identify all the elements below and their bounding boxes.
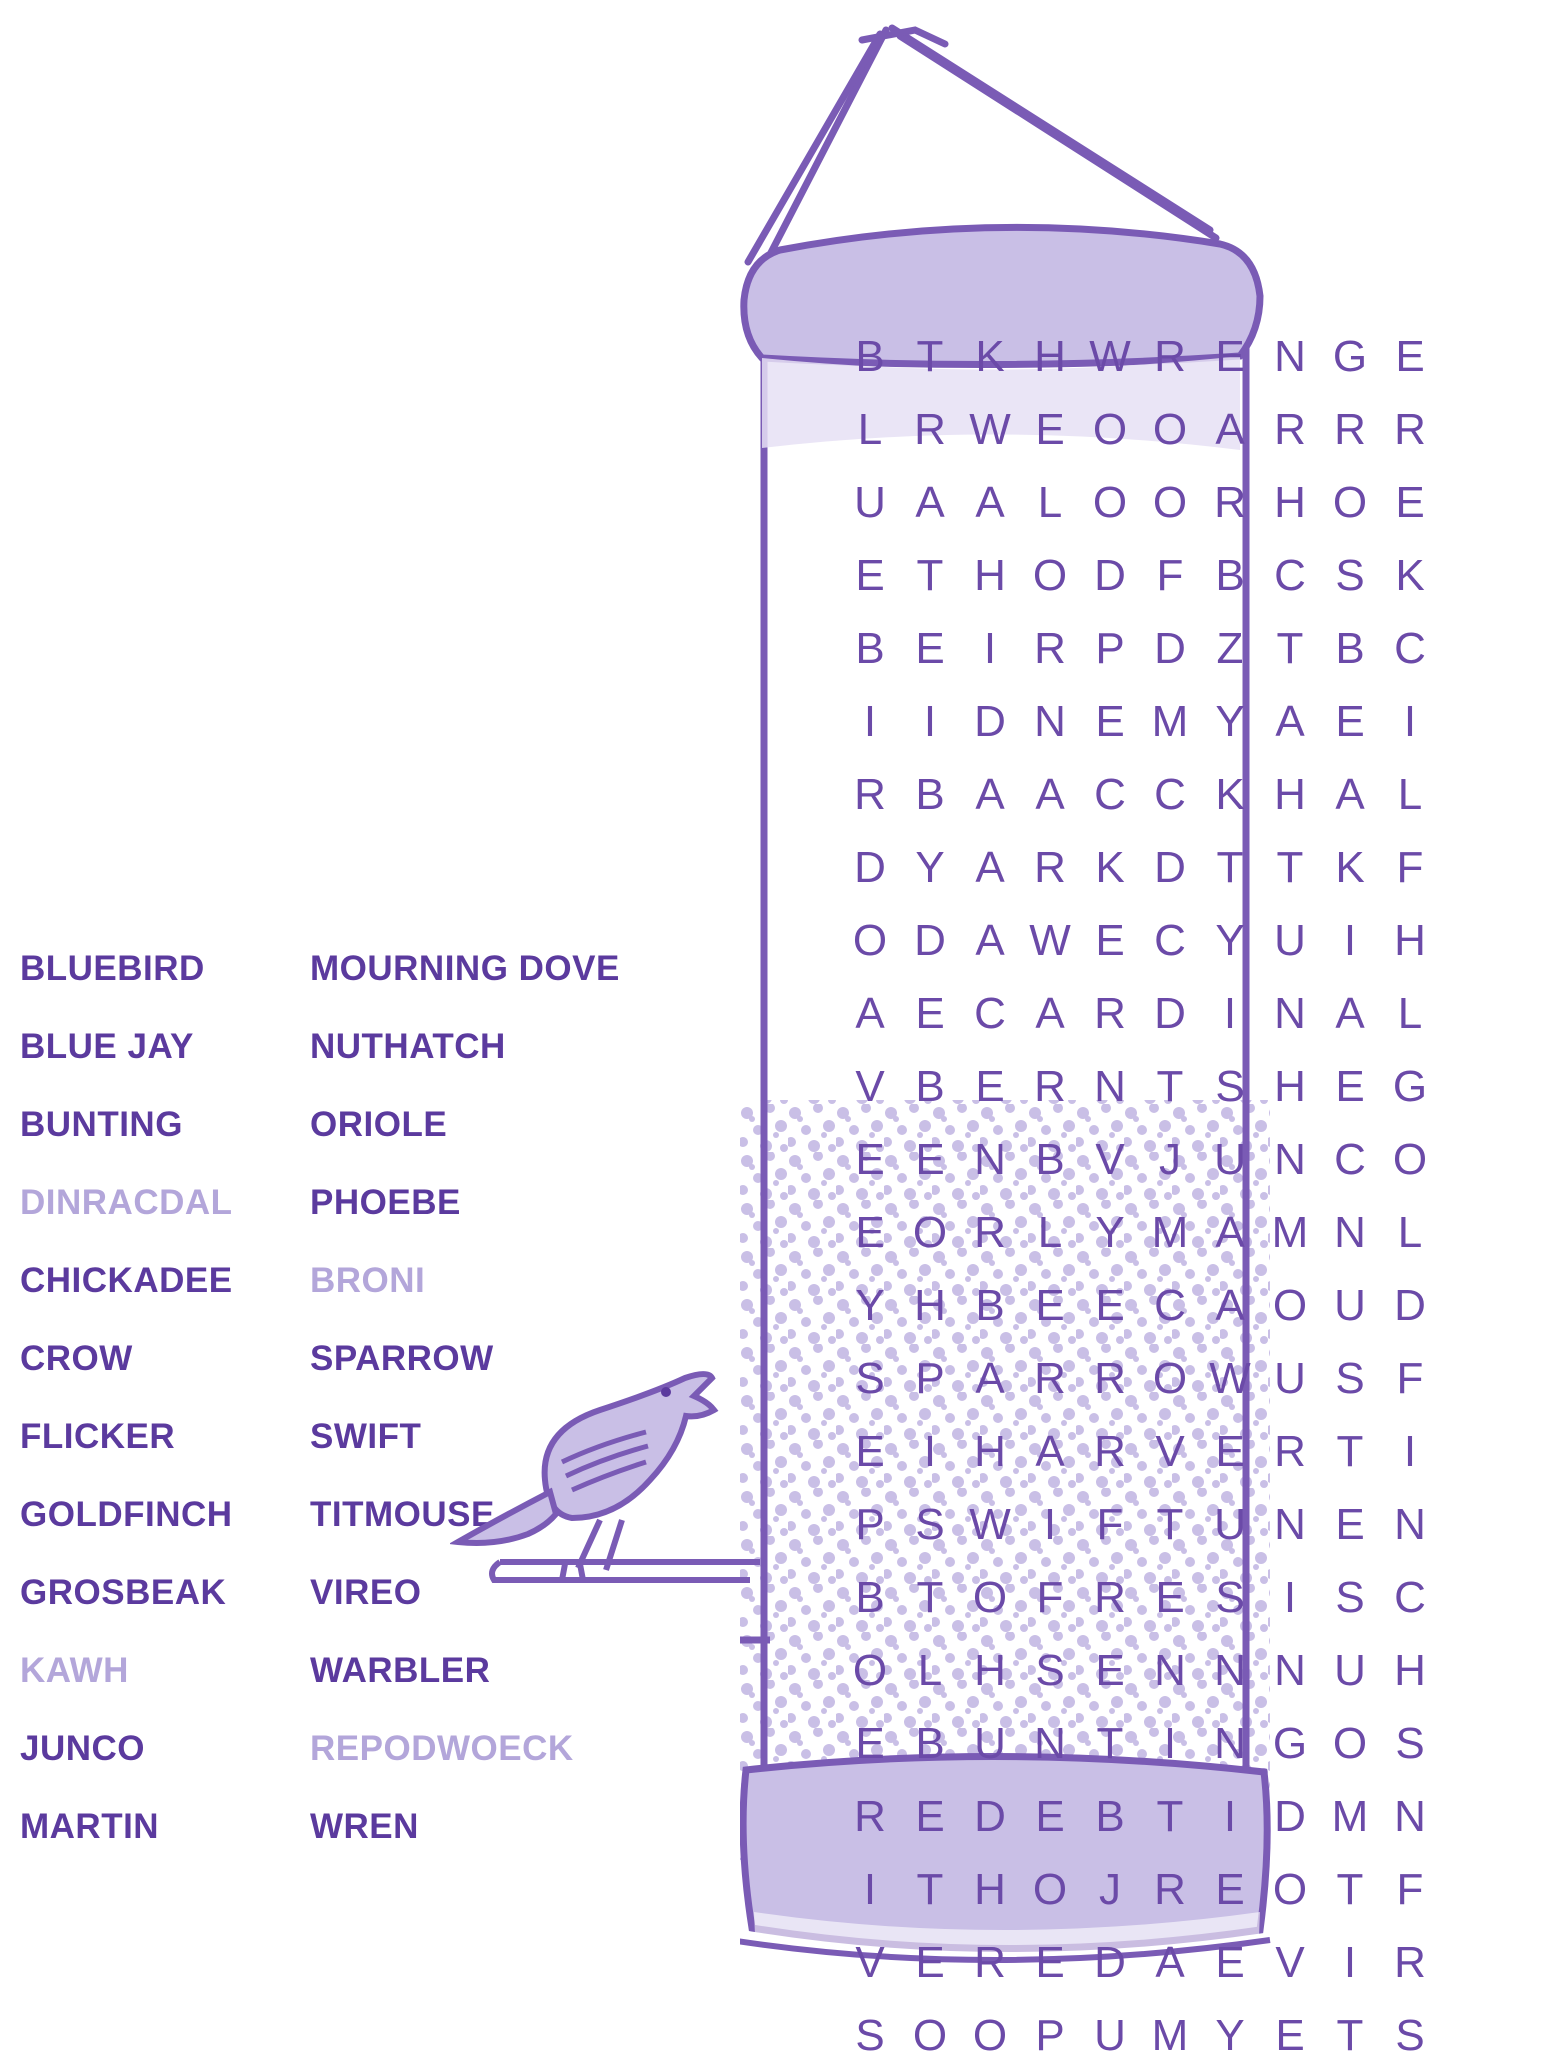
grid-cell[interactable]: E xyxy=(1035,1792,1065,1841)
grid-cell[interactable]: I xyxy=(1343,916,1357,965)
grid-cell[interactable]: R xyxy=(974,1938,1006,1987)
grid-cell[interactable]: D xyxy=(1274,1792,1306,1841)
word-list-item[interactable]: SPARROW xyxy=(310,1339,494,1378)
grid-cell[interactable]: I xyxy=(983,624,997,673)
grid-cell[interactable]: T xyxy=(1336,2011,1364,2060)
grid-cell[interactable]: R xyxy=(1034,1354,1066,1403)
grid-cell[interactable]: I xyxy=(1223,989,1237,1038)
grid-cell[interactable]: O xyxy=(1032,1865,1068,1914)
grid-cell[interactable]: C xyxy=(1154,770,1186,819)
grid-cell[interactable]: I xyxy=(923,1427,937,1476)
grid-cell[interactable]: L xyxy=(1397,989,1423,1038)
grid-cell[interactable]: W xyxy=(1209,1354,1251,1403)
grid-cell[interactable]: C xyxy=(1154,916,1186,965)
grid-cell[interactable]: L xyxy=(917,1646,943,1695)
grid-cell[interactable]: L xyxy=(1037,1208,1063,1257)
perch-bar xyxy=(492,1562,760,1580)
grid-cell[interactable]: N xyxy=(1394,1500,1426,1549)
grid-cell[interactable]: U xyxy=(1214,1135,1246,1184)
grid-cell[interactable]: O xyxy=(1092,405,1128,454)
grid-cell[interactable]: S xyxy=(1215,1573,1245,1622)
grid-cell[interactable]: H xyxy=(1394,916,1426,965)
grid-cell[interactable]: B xyxy=(975,1281,1005,1330)
grid-cell[interactable]: E xyxy=(855,1135,885,1184)
grid-cell[interactable]: R xyxy=(854,770,886,819)
grid-cell[interactable]: D xyxy=(974,1792,1006,1841)
grid-cell[interactable]: E xyxy=(1095,1281,1125,1330)
grid-cell[interactable]: Y xyxy=(1215,2011,1245,2060)
grid-cell[interactable]: S xyxy=(1395,2011,1425,2060)
grid-cell[interactable]: F xyxy=(1396,1865,1424,1914)
grid-cell[interactable]: E xyxy=(1035,1938,1065,1987)
grid-cell[interactable]: S xyxy=(1335,551,1365,600)
grid-cell[interactable]: R xyxy=(1094,989,1126,1038)
grid-cell[interactable]: O xyxy=(1152,478,1188,527)
grid-cell[interactable]: D xyxy=(1394,1281,1426,1330)
grid-cell[interactable]: N xyxy=(1274,989,1306,1038)
grid-cell[interactable]: N xyxy=(1274,332,1306,381)
letter-grid[interactable] xyxy=(840,320,1440,2072)
grid-cell[interactable]: D xyxy=(974,697,1006,746)
grid-cell[interactable]: Y xyxy=(915,843,945,892)
word-list-item[interactable]: VIREO xyxy=(310,1573,422,1612)
grid-cell[interactable]: H xyxy=(1034,332,1066,381)
grid-cell[interactable]: E xyxy=(1035,405,1065,454)
grid-cell[interactable]: B xyxy=(855,1573,885,1622)
grid-cell[interactable]: C xyxy=(1154,1281,1186,1330)
grid-cell[interactable]: R xyxy=(974,1208,1006,1257)
grid-cell[interactable]: A xyxy=(855,989,885,1038)
grid-cell[interactable]: I xyxy=(1043,1500,1057,1549)
grid-cell[interactable]: E xyxy=(1035,1281,1065,1330)
word-list-item[interactable]: NUTHATCH xyxy=(310,1027,506,1066)
word-list-column-left xyxy=(20,930,310,1866)
grid-cell[interactable]: A xyxy=(1275,697,1305,746)
grid-cell[interactable]: I xyxy=(923,697,937,746)
grid-cell[interactable]: Y xyxy=(1095,1208,1125,1257)
grid-cell[interactable]: E xyxy=(855,1427,885,1476)
word-list-item[interactable]: MOURNING DOVE xyxy=(310,949,620,988)
grid-cell[interactable]: T xyxy=(916,1865,944,1914)
grid-cell[interactable]: O xyxy=(1332,478,1368,527)
word-list-item[interactable]: PHOEBE xyxy=(310,1183,461,1222)
word-list-item[interactable]: BUNTING xyxy=(20,1105,183,1144)
bird-eye xyxy=(661,1387,671,1397)
grid-cell[interactable]: M xyxy=(1271,1208,1309,1257)
grid-cell[interactable]: W xyxy=(969,1500,1011,1549)
grid-cell[interactable]: D xyxy=(914,916,946,965)
grid-cell[interactable]: O xyxy=(912,1208,948,1257)
grid-cell[interactable]: W xyxy=(1089,332,1131,381)
grid-cell[interactable]: O xyxy=(1332,1719,1368,1768)
grid-cell[interactable]: R xyxy=(1094,1354,1126,1403)
grid-cell[interactable]: A xyxy=(975,843,1005,892)
grid-cell[interactable]: F xyxy=(1396,843,1424,892)
grid-cell[interactable]: F xyxy=(1156,551,1184,600)
grid-cell[interactable]: O xyxy=(1392,1135,1428,1184)
grid-cell[interactable]: A xyxy=(1215,1281,1245,1330)
grid-cell[interactable]: E xyxy=(915,1792,945,1841)
grid-cell[interactable]: A xyxy=(975,770,1005,819)
grid-cell[interactable]: P xyxy=(915,1354,945,1403)
grid-cell[interactable]: M xyxy=(1151,2011,1189,2060)
grid-cell[interactable]: A xyxy=(1035,1427,1065,1476)
grid-cell[interactable]: E xyxy=(915,1938,945,1987)
grid-cell[interactable]: L xyxy=(1397,1208,1423,1257)
word-list-item[interactable]: MARTIN xyxy=(20,1807,160,1846)
grid-cell[interactable]: E xyxy=(1215,1938,1245,1987)
grid-cell[interactable]: E xyxy=(1275,2011,1305,2060)
word-list-item[interactable]: SWIFT xyxy=(310,1417,422,1456)
grid-cell[interactable]: H xyxy=(1274,478,1306,527)
grid-cell[interactable]: D xyxy=(854,843,886,892)
grid-cell[interactable]: A xyxy=(1215,1208,1245,1257)
grid-cell[interactable]: W xyxy=(969,405,1011,454)
grid-cell[interactable]: O xyxy=(852,916,888,965)
grid-cell[interactable]: S xyxy=(1335,1573,1365,1622)
grid-cell[interactable]: O xyxy=(1032,551,1068,600)
grid-cell[interactable]: R xyxy=(854,1792,886,1841)
grid-cell[interactable]: B xyxy=(1095,1792,1125,1841)
grid-cell[interactable]: D xyxy=(1094,1938,1126,1987)
grid-cell[interactable]: V xyxy=(1155,1427,1185,1476)
grid-cell[interactable]: V xyxy=(1275,1938,1305,1987)
grid-cell[interactable]: U xyxy=(1334,1281,1366,1330)
grid-cell[interactable]: I xyxy=(863,1865,877,1914)
grid-cell[interactable]: E xyxy=(1155,1573,1185,1622)
grid-cell[interactable]: R xyxy=(1394,405,1426,454)
grid-cell[interactable]: E xyxy=(975,1062,1005,1111)
grid-cell[interactable]: N xyxy=(1214,1646,1246,1695)
grid-cell[interactable]: T xyxy=(1336,1865,1364,1914)
grid-cell[interactable]: R xyxy=(1394,1938,1426,1987)
grid-cell[interactable]: I xyxy=(1403,697,1417,746)
grid-cell[interactable]: E xyxy=(855,551,885,600)
grid-cell[interactable]: B xyxy=(915,1719,945,1768)
grid-cell[interactable]: R xyxy=(1034,1062,1066,1111)
grid-cell[interactable]: A xyxy=(975,916,1005,965)
grid-cell[interactable]: F xyxy=(1396,1354,1424,1403)
grid-cell[interactable]: M xyxy=(1151,1208,1189,1257)
word-list-item[interactable]: BLUEBIRD xyxy=(20,949,205,988)
grid-cell[interactable]: K xyxy=(1395,551,1425,600)
grid-cell[interactable]: N xyxy=(1274,1500,1306,1549)
grid-cell[interactable]: A xyxy=(915,478,945,527)
grid-cell[interactable]: S xyxy=(1335,1354,1365,1403)
grid-cell[interactable]: S xyxy=(855,1354,885,1403)
grid-cell[interactable]: M xyxy=(1151,697,1189,746)
grid-cell[interactable]: A xyxy=(975,1354,1005,1403)
grid-cell[interactable]: N xyxy=(1154,1646,1186,1695)
grid-cell[interactable]: U xyxy=(974,1719,1006,1768)
grid-cell[interactable]: D xyxy=(1154,989,1186,1038)
grid-cell[interactable]: C xyxy=(974,989,1006,1038)
grid-cell[interactable]: E xyxy=(1095,1646,1125,1695)
grid-cell[interactable]: I xyxy=(1283,1573,1297,1622)
grid-cell[interactable]: S xyxy=(1395,1719,1425,1768)
grid-cell[interactable]: N xyxy=(1394,1792,1426,1841)
grid-cell[interactable]: D xyxy=(1094,551,1126,600)
bird-body xyxy=(545,1374,714,1518)
grid-cell[interactable]: O xyxy=(972,2011,1008,2060)
grid-cell[interactable]: C xyxy=(1094,770,1126,819)
word-list-item[interactable]: WARBLER xyxy=(310,1651,491,1690)
grid-cell[interactable]: P xyxy=(1095,624,1125,673)
grid-cell[interactable]: E xyxy=(855,1208,885,1257)
grid-cell[interactable]: A xyxy=(1335,770,1365,819)
grid-cell[interactable]: K xyxy=(975,332,1005,381)
grid-cell[interactable]: H xyxy=(1394,1646,1426,1695)
grid-cell[interactable]: N xyxy=(1334,1208,1366,1257)
grid-cell[interactable]: I xyxy=(1343,1938,1357,1987)
word-list-item[interactable]: CHICKADEE xyxy=(20,1261,233,1300)
grid-cell[interactable]: N xyxy=(1034,1719,1066,1768)
grid-cell[interactable]: H xyxy=(914,1281,946,1330)
grid-cell[interactable]: E xyxy=(1215,1865,1245,1914)
grid-cell[interactable]: U xyxy=(854,478,886,527)
grid-cell[interactable]: T xyxy=(1276,843,1304,892)
word-list-item[interactable]: KAWH xyxy=(20,1651,129,1690)
grid-cell[interactable]: D xyxy=(1154,624,1186,673)
grid-cell[interactable]: A xyxy=(1155,1938,1185,1987)
grid-cell[interactable]: T xyxy=(1096,1719,1124,1768)
grid-cell[interactable]: F xyxy=(1096,1500,1124,1549)
grid-cell[interactable]: G xyxy=(1392,1062,1428,1111)
grid-cell[interactable]: O xyxy=(972,1573,1008,1622)
grid-cell[interactable]: V xyxy=(855,1938,885,1987)
grid-cell[interactable]: R xyxy=(1154,1865,1186,1914)
grid-cell[interactable]: I xyxy=(1163,1719,1177,1768)
grid-cell[interactable]: D xyxy=(1154,843,1186,892)
grid-cell[interactable]: N xyxy=(1214,1719,1246,1768)
grid-cell[interactable]: U xyxy=(1214,1500,1246,1549)
grid-cell[interactable]: T xyxy=(1156,1062,1184,1111)
grid-cell[interactable]: R xyxy=(1334,405,1366,454)
grid-cell[interactable]: C xyxy=(1394,624,1426,673)
grid-cell[interactable]: L xyxy=(1397,770,1423,819)
bird-tail xyxy=(458,1492,556,1543)
grid-cell[interactable]: L xyxy=(857,405,883,454)
grid-cell[interactable]: O xyxy=(852,1646,888,1695)
word-list-item[interactable]: REPODWOECK xyxy=(310,1729,574,1768)
grid-cell[interactable]: E xyxy=(1335,1062,1365,1111)
grid-cell[interactable]: H xyxy=(974,551,1006,600)
grid-cell[interactable]: E xyxy=(1095,916,1125,965)
grid-cell[interactable]: B xyxy=(1335,624,1365,673)
grid-cell[interactable]: E xyxy=(1335,697,1365,746)
grid-cell[interactable]: E xyxy=(1095,697,1125,746)
word-list-item[interactable]: ORIOLE xyxy=(310,1105,448,1144)
grid-cell[interactable]: Y xyxy=(1215,916,1245,965)
grid-cell[interactable]: H xyxy=(1274,1062,1306,1111)
grid-cell[interactable]: S xyxy=(915,1500,945,1549)
grid-cell[interactable]: R xyxy=(1094,1427,1126,1476)
grid-cell[interactable]: P xyxy=(1035,2011,1065,2060)
grid-cell[interactable]: H xyxy=(974,1646,1006,1695)
grid-cell[interactable]: E xyxy=(1395,478,1425,527)
grid-cell[interactable]: O xyxy=(1152,1354,1188,1403)
grid-cell[interactable]: B xyxy=(855,332,885,381)
word-list-item[interactable]: TITMOUSE xyxy=(310,1495,495,1534)
word-list-item[interactable]: BRONI xyxy=(310,1261,426,1300)
grid-cell[interactable]: R xyxy=(1214,478,1246,527)
word-list-item[interactable]: DINRACDAL xyxy=(20,1183,233,1222)
grid-cell[interactable]: A xyxy=(975,478,1005,527)
grid-cell[interactable]: H xyxy=(1274,770,1306,819)
grid-cell[interactable]: V xyxy=(1095,1135,1125,1184)
grid-cell[interactable]: G xyxy=(1332,332,1368,381)
grid-cell[interactable]: N xyxy=(1094,1062,1126,1111)
grid-cell[interactable]: V xyxy=(855,1062,885,1111)
grid-cell[interactable]: R xyxy=(1154,332,1186,381)
grid-cell[interactable]: U xyxy=(1274,916,1306,965)
word-list-item[interactable]: GROSBEAK xyxy=(20,1573,227,1612)
grid-cell[interactable]: C xyxy=(1334,1135,1366,1184)
grid-cell[interactable]: U xyxy=(1094,2011,1126,2060)
grid-cell[interactable]: J xyxy=(1099,1865,1121,1914)
grid-cell[interactable]: E xyxy=(1395,332,1425,381)
grid-cell[interactable]: S xyxy=(855,2011,885,2060)
grid-cell[interactable]: T xyxy=(1276,624,1304,673)
grid-cell[interactable]: A xyxy=(1335,989,1365,1038)
word-list-item[interactable]: WREN xyxy=(310,1807,419,1846)
grid-cell[interactable]: J xyxy=(1159,1135,1181,1184)
grid-cell[interactable]: R xyxy=(1094,1573,1126,1622)
grid-cell[interactable]: T xyxy=(1156,1500,1184,1549)
grid-cell[interactable]: O xyxy=(1272,1281,1308,1330)
grid-cell[interactable]: S xyxy=(1215,1062,1245,1111)
grid-cell[interactable]: I xyxy=(1223,1792,1237,1841)
grid-cell[interactable]: P xyxy=(855,1500,885,1549)
grid-cell[interactable]: R xyxy=(1034,843,1066,892)
grid-cell[interactable]: K xyxy=(1095,843,1125,892)
grid-cell[interactable]: K xyxy=(1335,843,1365,892)
grid-cell[interactable]: U xyxy=(1274,1354,1306,1403)
word-list-item[interactable]: BLUE JAY xyxy=(20,1027,194,1066)
grid-cell[interactable]: B xyxy=(1035,1135,1065,1184)
word-list-item[interactable]: JUNCO xyxy=(20,1729,146,1768)
grid-cell[interactable]: F xyxy=(1036,1573,1064,1622)
word-list-item[interactable]: FLICKER xyxy=(20,1417,176,1456)
grid-cell[interactable]: T xyxy=(1216,843,1244,892)
grid-cell[interactable]: E xyxy=(915,989,945,1038)
word-list-item[interactable]: GOLDFINCH xyxy=(20,1495,233,1534)
grid-cell[interactable]: E xyxy=(915,1135,945,1184)
grid-cell[interactable]: N xyxy=(1274,1135,1306,1184)
grid-cell[interactable]: E xyxy=(1215,1427,1245,1476)
grid-cell[interactable]: R xyxy=(1274,1427,1306,1476)
grid-cell[interactable]: T xyxy=(1156,1792,1184,1841)
grid-cell[interactable]: B xyxy=(915,1062,945,1111)
grid-cell[interactable]: U xyxy=(1334,1646,1366,1695)
grid-cell[interactable]: E xyxy=(1335,1500,1365,1549)
grid-cell[interactable]: N xyxy=(974,1135,1006,1184)
grid-cell[interactable]: L xyxy=(1037,478,1063,527)
grid-cell[interactable]: O xyxy=(1272,1865,1308,1914)
grid-cell[interactable]: Y xyxy=(855,1281,885,1330)
grid-cell[interactable]: E xyxy=(1215,332,1245,381)
grid-cell[interactable]: T xyxy=(916,1573,944,1622)
grid-cell[interactable]: C xyxy=(1274,551,1306,600)
grid-cell[interactable]: I xyxy=(863,697,877,746)
grid-cell[interactable]: M xyxy=(1331,1792,1369,1841)
bird-illustration xyxy=(450,1330,810,1630)
grid-cell[interactable]: T xyxy=(1336,1427,1364,1476)
grid-cell[interactable]: S xyxy=(1035,1646,1065,1695)
grid-cell[interactable]: T xyxy=(916,332,944,381)
grid-cell[interactable]: I xyxy=(1403,1427,1417,1476)
grid-cell[interactable]: R xyxy=(1034,624,1066,673)
word-list-item[interactable]: CROW xyxy=(20,1339,133,1378)
grid-cell[interactable]: Y xyxy=(1215,697,1245,746)
grid-cell[interactable]: O xyxy=(1092,478,1128,527)
grid-cell[interactable]: B xyxy=(855,624,885,673)
grid-cell[interactable]: N xyxy=(1274,1646,1306,1695)
grid-cell[interactable]: O xyxy=(1152,405,1188,454)
grid-cell[interactable]: A xyxy=(1035,989,1065,1038)
grid-cell[interactable]: A xyxy=(1035,770,1065,819)
grid-cell[interactable]: W xyxy=(1029,916,1071,965)
grid-cell[interactable]: K xyxy=(1215,770,1245,819)
grid-cell[interactable]: A xyxy=(1215,405,1245,454)
grid-cell[interactable]: T xyxy=(916,551,944,600)
grid-cell[interactable]: C xyxy=(1394,1573,1426,1622)
grid-cell[interactable]: B xyxy=(915,770,945,819)
grid-cell[interactable]: E xyxy=(915,624,945,673)
grid-cell[interactable]: O xyxy=(912,2011,948,2060)
grid-cell[interactable]: G xyxy=(1272,1719,1308,1768)
grid-cell[interactable]: H xyxy=(974,1865,1006,1914)
grid-cell[interactable]: B xyxy=(1215,551,1245,600)
grid-cell[interactable]: Z xyxy=(1216,624,1244,673)
grid-cell[interactable]: N xyxy=(1034,697,1066,746)
grid-cell[interactable]: E xyxy=(855,1719,885,1768)
grid-cell[interactable]: H xyxy=(974,1427,1006,1476)
grid-cell[interactable]: R xyxy=(914,405,946,454)
grid-cell[interactable]: R xyxy=(1274,405,1306,454)
